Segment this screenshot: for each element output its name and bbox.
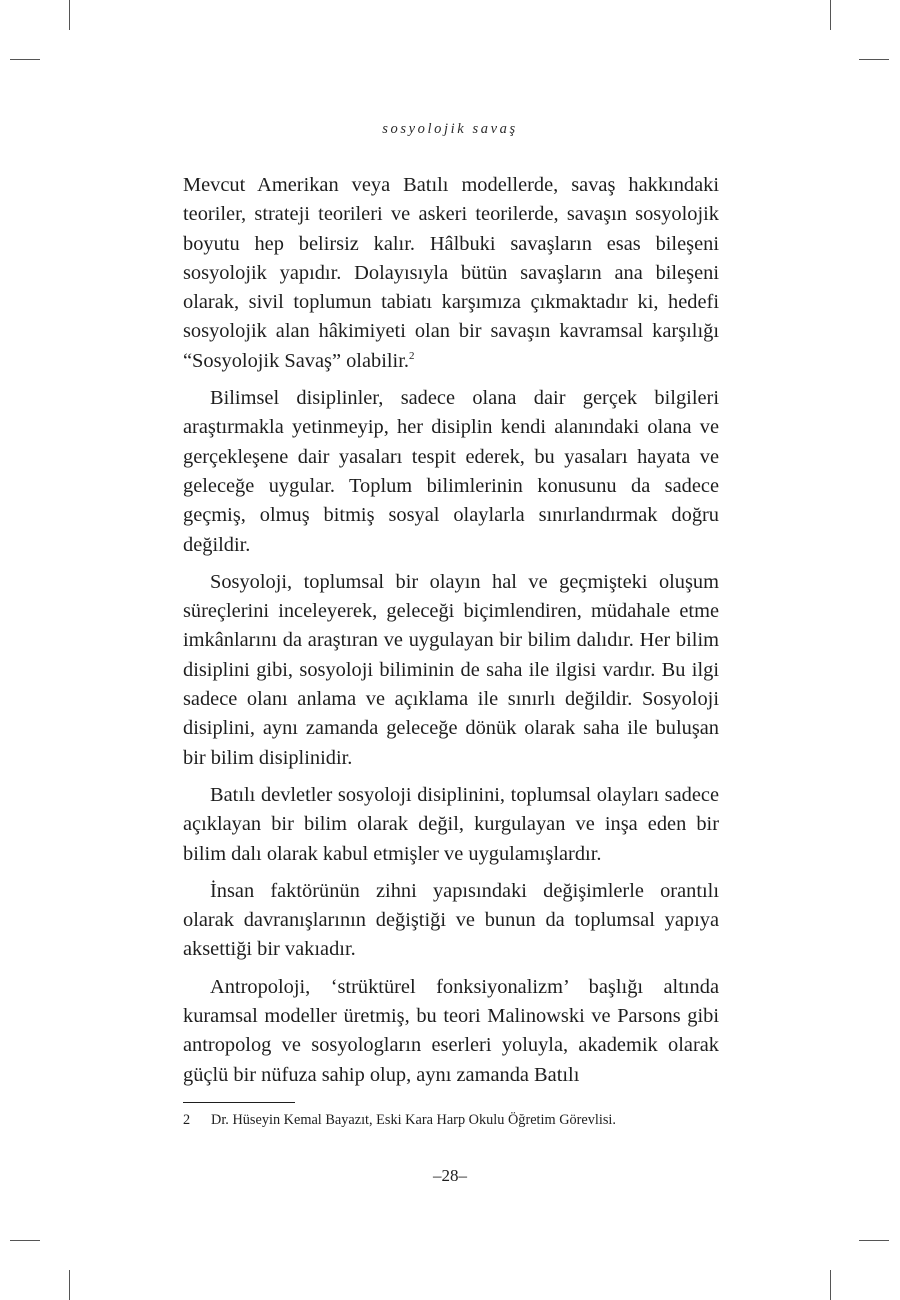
running-head: sosyolojik savaş xyxy=(382,121,518,137)
paragraph-text: Mevcut Amerikan veya Batılı modellerde, savaş hakkındaki teoriler, strateji teorileri ve askeri teorilerde, savaşın sosyolojik boyutu hep belirsiz kalır. Hâlbuki savaşların esas bileşeni sosyolojik yapıdır. Dolayısıyla bütün savaşların ana bileşeni olarak, sivil toplumun tabiatı karşımıza çıkmaktadır ki, hedefi sosyolojik alan hâkimiyeti olan bir savaşın kavramsal karşılığı “Sosyolojik Savaş” olabilir. xyxy=(183,174,719,372)
paragraph: Bilimsel disiplinler, sadece olana dair gerçek bilgileri araştırmakla yetinmeyip, her disiplin kendi alanındaki olana ve gerçekleşene dair yasaları tespit ederek, bu yasaları hayata ve geleceğe uygular. Toplum bilimlerinin konusunu da sadece geçmiş, olmuş bitmiş sosyal olaylarla sınırlandırmak doğru değildir. xyxy=(183,387,719,556)
footnote-divider xyxy=(183,1102,295,1103)
footnote-text: Dr. Hüseyin Kemal Bayazıt, Eski Kara Harp Okulu Öğretim Görevlisi. xyxy=(211,1112,616,1128)
crop-mark-bottom-right xyxy=(830,1270,831,1300)
crop-mark-right-top xyxy=(859,59,889,60)
crop-mark-right-bottom xyxy=(859,1240,889,1241)
paragraph xyxy=(183,171,719,376)
crop-mark-bottom-left xyxy=(69,1270,70,1300)
footnote xyxy=(183,1110,719,1130)
paragraph: Antropoloji, ‘strüktürel fonksiyonalizm’ başlığı altında kuramsal modeller üretmiş, bu teori Malinowski ve Parsons gibi antropolog ve sosyologların eserleri yoluyla, akademik olarak güçlü bir nüfuza sahip olup, aynı zamanda Batılı xyxy=(183,975,719,1086)
footnote-reference: 2 xyxy=(408,349,415,362)
paragraph: Batılı devletler sosyoloji disiplinini, toplumsal olayları sadece açıklayan bir bilim olarak değil, kurgulayan ve inşa eden bir bilim dalı olarak kabul etmişler ve uygulamışlardır. xyxy=(183,783,719,865)
paragraph: İnsan faktörünün zihni yapısındaki değişimlerle orantılı olarak davranışlarının değiştiği ve bunun da toplumsal yapıya aksettiği bir vakıadır. xyxy=(183,879,719,961)
paragraph: Sosyoloji, toplumsal bir olayın hal ve geçmişteki oluşum süreçlerini inceleyerek, geleceği biçimlendiren, müdahale etme imkânlarını da araştıran ve uygulayan bir bilim dalıdır. Her bilim disiplini gibi, sosyoloji biliminin de saha ile ilgisi vardır. Bu ilgi sadece olanı anlama ve açıklama ile sınırlı değildir. Sosyoloji disiplini, aynı zamanda geleceğe dönük olarak saha ile buluşan bir bilim disiplinidir. xyxy=(183,570,719,769)
body-text xyxy=(183,171,719,1090)
crop-mark-top-left xyxy=(69,0,70,30)
crop-mark-left-top xyxy=(10,59,40,60)
footnote-number: 2 xyxy=(183,1112,191,1128)
crop-mark-left-bottom xyxy=(10,1240,40,1241)
page-number: –28– xyxy=(433,1166,467,1185)
crop-mark-top-right xyxy=(830,0,831,30)
